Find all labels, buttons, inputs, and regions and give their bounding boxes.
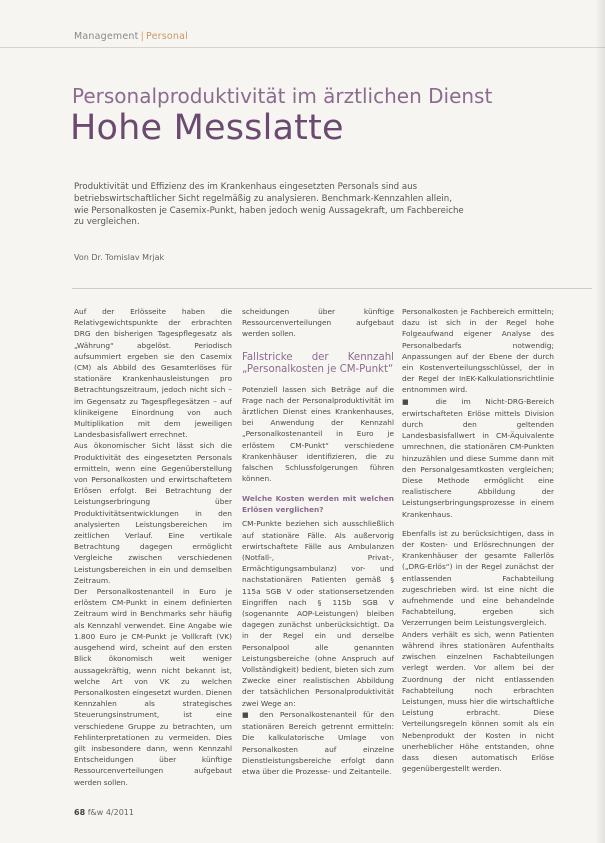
bullet-paragraph [242, 709, 394, 777]
section-heading: Fallstricke der Kennzahl „Personalkosten je CM-Punkt“ [242, 351, 394, 375]
bullet-text: die im Nicht-DRG-Bereich erwirtschafteten Erlöse mittels Division durch den geltenden Landesbasisfallwert in CM-Äquivalente umrechnen, die stationären CM-Punkten hinzuzählen und diese Summe dann mit den Personalgesamtkosten vergleichen; Diese Methode ermöglicht eine realistischere Abbildung der Leistungserbringungsprozesse in einem Krankenhaus. [402, 396, 554, 519]
paragraph: CM-Punkte beziehen sich ausschließlich auf stationäre Fälle. Als außervorig erwirtschaftete Fälle aus Ambulanzen (Notfall-, Privat-, Ermächtigungsambulanz) vor- und nachstationären Patienten gemäß § 115a SGB V oder stationsersetzenden Eingriffen nach § 115b SGB V (sogenannte AOP-Leistungen) bleiben dagegen zunächst unberücksichtigt. Da in der Regel ein und derselbe Personalpool alle genannten Leistungsbereiche (ohne Anspruch auf Vollständigkeit) bedient, bieten sich zum Zwecke einer realistischen Abbildung der tatsächlichen Personalproduktivität zwei Wege an: [242, 519, 394, 708]
article-author: Von Dr. Tomislav Mrjak [74, 253, 165, 262]
column-1 [74, 306, 232, 806]
subsection-label: Personal [146, 31, 188, 42]
bullet-square-icon: ■ [402, 397, 436, 406]
page-number: 68 [74, 808, 86, 817]
section-kicker [74, 31, 188, 42]
paragraph: Ebenfalls ist zu berücksichtigen, dass in der Kosten- und Erlösrechnungen der Krankenhäuser der gesamte Fallerlös („DRG-Erlös“) in der Regel zunächst der entlassenden Fachabteilung zugeschrieben wird. Ist eine nicht die aufnehmende und eine behandelnde Fachabteilung, ergeben sich Verzerrungen beim Leistungsvergleich. [402, 528, 554, 628]
paragraph: Personalkosten je Fachbereich ermitteln; dazu ist sich in der Regel hohe Folgeaufwand eigener Analyse des Personalbedarfs notwendig; Anpassungen auf der Ebene der durch ein Kostenverteilungsschlüssel, der in der Regel der InEK-Kalkulationsrichtlinie entnommen wird. [402, 307, 554, 395]
paragraph: Aus ökonomischer Sicht lässt sich die Produktivität des eingesetzten Personals ermitteln, wenn eine Gegenüberstellung von Personalkosten und erwirtschaftetem Erlösen erfolgt. Bei Betrachtung der Leistungserbringung über Produktivitätsentwicklungen in den analysierten Leistungsbereichen im zeitlichen Verlauf. Eine vertikale Betrachtung dagegen ermöglicht Vergleiche zwischen verschiedenen Leistungsbereichen in ein und demselben Zeitraum. [74, 441, 232, 585]
bullet-paragraph [402, 396, 554, 520]
header-rule [0, 47, 605, 48]
column-3 [402, 306, 554, 806]
spacer [402, 520, 554, 528]
paragraph: scheidungen über künftige Ressourcenverteilungen aufgebaut werden sollen. [242, 307, 394, 339]
body-rule [72, 288, 592, 289]
paragraph: Anders verhält es sich, wenn Patienten während ihres stationären Aufenthalts zwischen einzelnen Fachabteilungen verlegt werden. Vor allem bei der Zuordnung der nicht entlassenden Fachabteilung noch erbrachten Leistungen, muss hier die wirtschaftliche Leistung erbracht. Diese Verteilungsregeln können somit als ein Nebenprodukt der Kosten in nicht unerheblicher Höhe entstanden, ohne dass diesen automatisch Erlöse gegenübergestellt werden. [402, 629, 554, 774]
article-title: Hohe Messlatte [70, 108, 344, 148]
article-supertitle: Personalproduktivität im ärztlichen Dienst [72, 84, 493, 108]
question-heading: Welche Kosten werden mit welchen Erlösen verglichen? [242, 494, 394, 514]
section-label: Management [74, 31, 139, 42]
paragraph: Potenziell lassen sich Beträge auf die Frage nach der Personalproduktivität im ärztlichen Dienst eines Krankenhauses, bei Anwendung der Kennzahl „Personalkostenanteil in Euro je erlöstem CM-Punkt“ verschiedene Krankenhäuser identifizieren, die zu falschen Schlussfolgerungen führen können. [242, 384, 394, 484]
bullet-square-icon: ■ [242, 710, 260, 719]
page-edge-shadow [595, 0, 605, 843]
column-2 [242, 306, 394, 806]
kicker-separator: | [140, 31, 144, 42]
bullet-text: den Personalkostenanteil für den stationären Bereich getrennt ermitteln: Die kalkulatorische Umlage von Personalkosten auf einzelne Dienstleistungsbereiche erfolgt dann etwa über die Prozesse- und Zeitanteile. [242, 709, 394, 776]
paragraph: Der Personalkostenanteil in Euro je erlöstem CM-Punkt in einem definierten Zeitraum wird in Benchmarks sehr häufig als Kennzahl verwendet. Eine Angabe wie 1.800 Euro je CM-Punkt je Vollkraft (VK) ausgehend wird, scheint auf den ersten Blick ökonomisch weit weniger aussagekräftig, wenn nicht bekannt ist, welche Art von VK zu welchen Personalkosten eingesetzt wurden. Dienen Kennzahlen als strategisches Steuerungsinstrument, ist eine verschiedene Gruppe zu betrachten, um Fehlinterpretationen zu vermeiden. Dies gilt insbesondere dann, wenn Kennzahl Entscheidungen über künftige Ressourcenverteilungen aufgebaut werden sollen. [74, 587, 232, 787]
page-footer [74, 808, 134, 817]
magazine-issue: f&w 4/2011 [87, 808, 134, 817]
paragraph: Auf der Erlösseite haben die Relativgewichtspunkte der erbrachten DRG den bisherigen Tagespflegesatz als „Währung“ abgelöst. Periodisch aufsummiert ergeben sie den Casemix (CM) als Abbild des Gesamterlöses für stationäre Krankenhausleistungen pro Betrachtungszeitraum, jedoch nicht sich – im Gegensatz zu Tagespflegesätzen – auf klinikeigene Einordnung von auch Multiplikation mit dem jeweiligen Landesbasisfallwert errechnet. [74, 307, 232, 440]
article-lead: Produktivität und Effizienz des im Krankenhaus eingesetzten Personals sind aus betriebswirtschaftlicher Sicht regelmäßig zu analysieren. Benchmark-Kennzahlen allein, wie Personalkosten je Casemix-Punkt, haben jedoch wenig Aussagekraft, um Fachbereiche zu vergleichen. [74, 182, 464, 228]
